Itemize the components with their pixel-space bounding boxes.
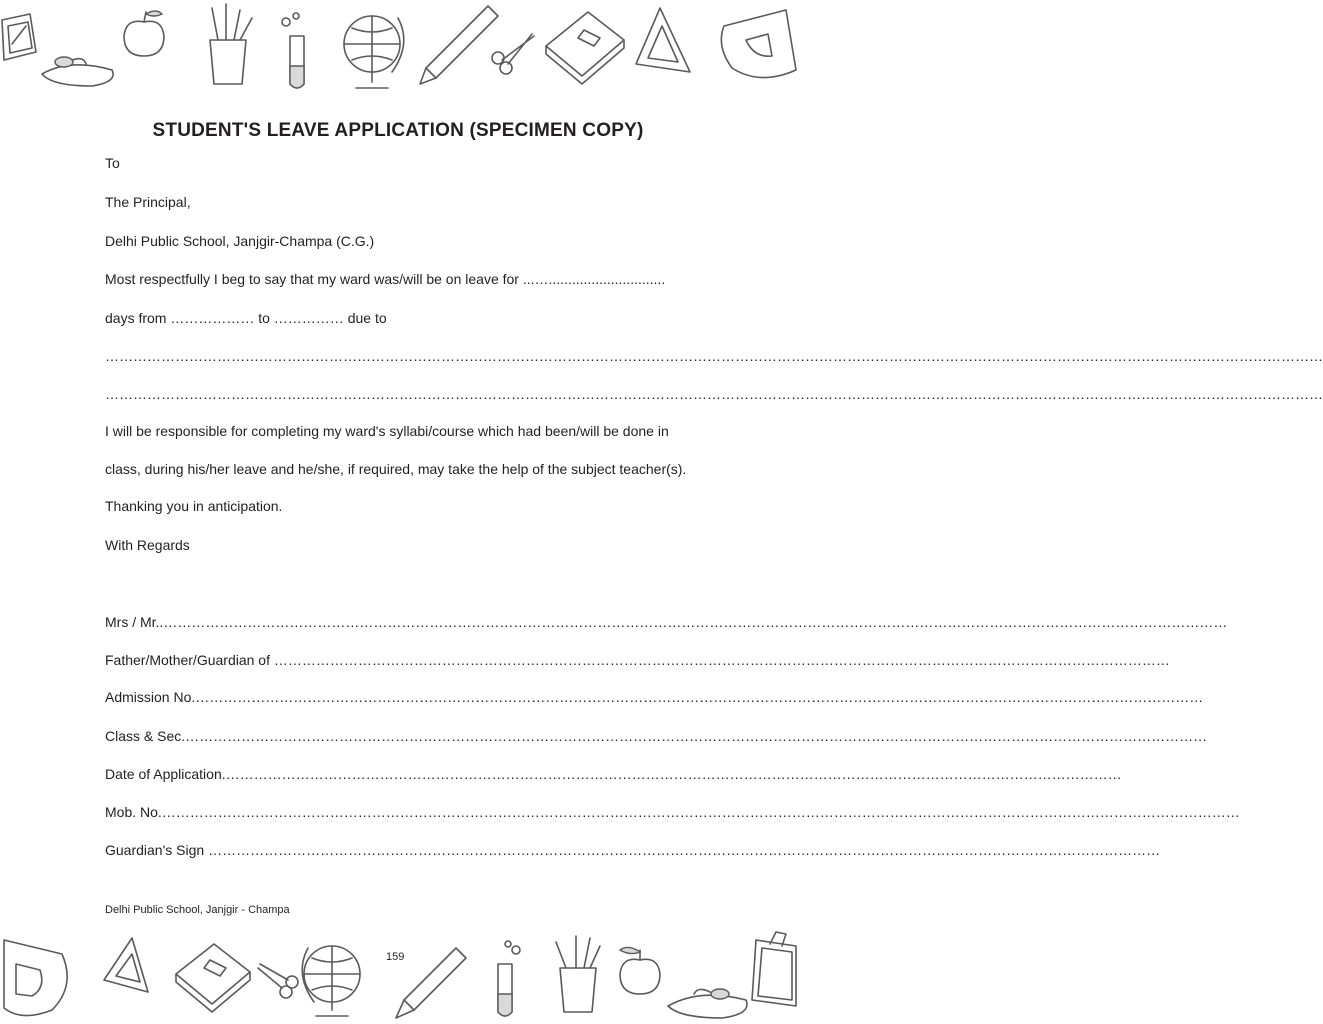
globe-icon xyxy=(302,946,360,1016)
apple-icon xyxy=(620,947,660,994)
recipient-line: The Principal, xyxy=(105,194,191,210)
set-square-icon xyxy=(104,938,148,992)
test-tube-icon xyxy=(498,941,520,1016)
school-address-line: Delhi Public School, Janjgir-Champa (C.G.) xyxy=(105,233,375,249)
reason-blank-line-2: ……………………………………………………………………………………………………………………………………………………………………………………………………………………………………… xyxy=(105,386,1323,402)
guardian-of-field: Father/Mother/Guardian of ………………………………………………………………………………………………………………………………………………………………………… xyxy=(105,652,1170,668)
slate-icon xyxy=(752,932,796,1006)
pencil-cup-icon xyxy=(556,936,600,1012)
pencil-icon xyxy=(396,948,466,1018)
responsibility-line-2: class, during his/her leave and he/she, if required, may take the help of the subject teacher(s). xyxy=(105,461,687,477)
mobile-no-field: Mob. No.…………………………………………………………………………………………………………………………………………………………………………………………………………… xyxy=(105,804,1240,820)
pencil-icon xyxy=(420,6,498,84)
mouse-icon xyxy=(42,57,113,86)
leave-dates-line: days from ……………… to …………… due to xyxy=(105,310,387,326)
class-sec-field: Class & Sec.………………………………………………………………………………………………………………………………………………………………………………………………… xyxy=(105,728,1208,744)
slate-icon xyxy=(2,14,36,60)
protractor-icon xyxy=(4,940,67,1016)
page-number: 159 xyxy=(386,951,405,963)
scissors-icon xyxy=(258,964,298,998)
footer-school-name: Delhi Public School, Janjgir - Champa xyxy=(105,904,290,916)
admission-no-field: Admission No.……………………………………………………………………………………………………………………………………………………………………………………………… xyxy=(105,689,1204,705)
scissors-icon xyxy=(492,34,534,74)
responsibility-line-1: I will be responsible for completing my ward's syllabi/course which had been/will be done in xyxy=(105,423,669,439)
regards-line: With Regards xyxy=(105,537,190,553)
globe-icon xyxy=(344,16,404,88)
bottom-decorative-border xyxy=(0,924,796,1024)
leave-duration-line: Most respectfully I beg to say that my ward was/will be on leave for ...….............................. xyxy=(105,271,666,287)
book-icon xyxy=(176,944,250,1012)
mouse-icon xyxy=(668,989,747,1018)
pencil-cup-icon xyxy=(210,4,252,84)
thanks-line: Thanking you in anticipation. xyxy=(105,498,283,514)
test-tube-icon xyxy=(282,13,304,88)
protractor-icon xyxy=(721,10,796,78)
set-square-icon xyxy=(636,8,690,72)
reason-blank-line-1: ……………………………………………………………………………………………………………………………………………………………………………………………………………………………………… xyxy=(105,348,1323,364)
salutation-to: To xyxy=(105,155,120,171)
top-decorative-border xyxy=(0,0,796,100)
apple-icon xyxy=(124,11,164,56)
page-title: STUDENT'S LEAVE APPLICATION (SPECIMEN COPY) xyxy=(152,120,644,141)
guardian-sign-field: Guardian's Sign …………………………………………………………………………………………………………………………………………………………………………………… xyxy=(105,842,1161,858)
book-icon xyxy=(546,12,624,84)
parent-name-field: Mrs / Mr..………………………………………………………………………………………………………………………………………………………………………………………………………… xyxy=(105,614,1228,630)
date-of-application-field: Date of Application.………………………………………………………………………………………………………………………………………………………………………… xyxy=(105,766,1122,782)
